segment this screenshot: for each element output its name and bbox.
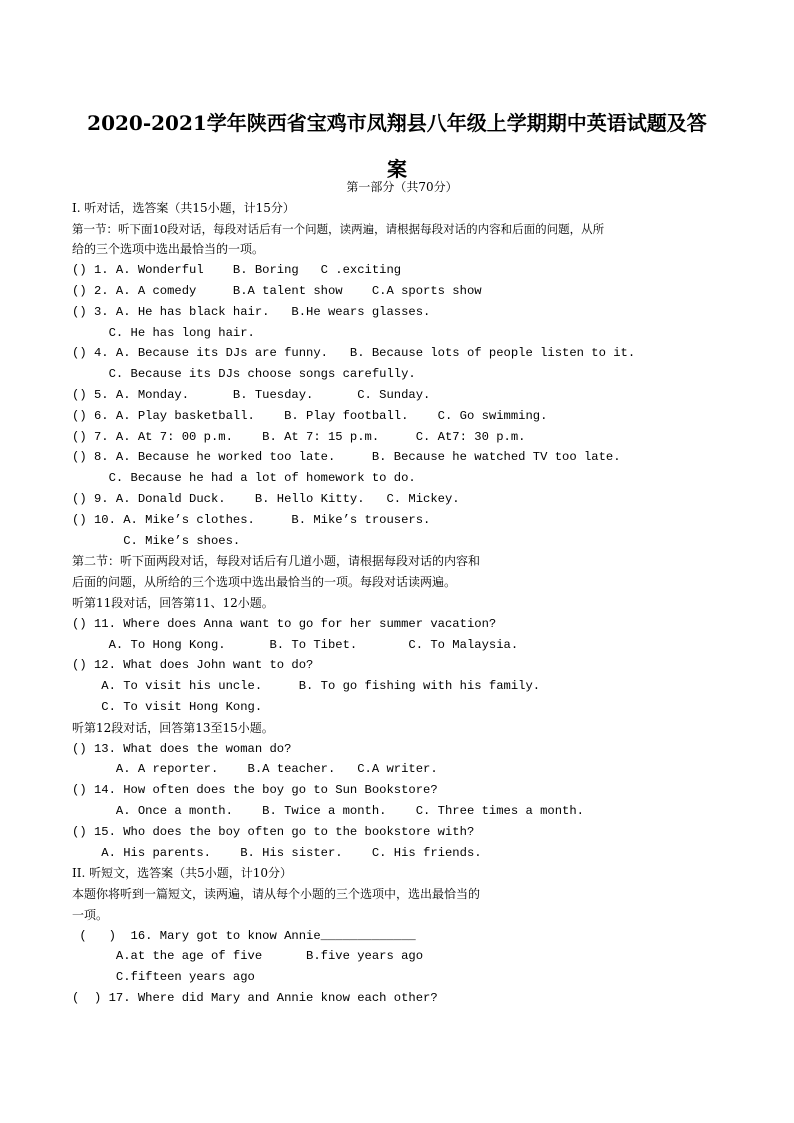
text-line: A. A reporter. B.A teacher. C.A writer. <box>72 762 438 777</box>
text-line: A. To visit his uncle. B. To go fishing with his family. <box>72 679 541 694</box>
text-line: I. 听对话，选答案（共15小题，计15分） <box>72 200 295 215</box>
text-line: 后面的问题，从所给的三个选项中选出最恰当的一项。每段对话读两遍。 <box>72 575 457 590</box>
text-line: () 6. A. Play basketball. B. Play football. C. Go swimming. <box>72 408 548 423</box>
text-line: () 5. A. Monday. B. Tuesday. C. Sunday. <box>72 387 431 402</box>
text-line: () 7. A. At 7: 00 p.m. B. At 7: 15 p.m. C. At7: 30 p.m. <box>72 429 526 444</box>
text-line: () 9. A. Donald Duck. B. Hello Kitty. C. Mickey. <box>72 491 460 506</box>
text-line: C. Because its DJs choose songs carefully. <box>72 367 416 382</box>
text-line: 听第11段对话，回答第11、12小题。 <box>72 595 274 610</box>
text-line: () 11. Where does Anna want to go for her summer vacation? <box>72 616 497 631</box>
text-line: () 14. How often does the boy go to Sun Bookstore? <box>72 783 438 798</box>
text-line: C.fifteen years ago <box>72 970 255 985</box>
text-line: 听第12段对话，回答第13至15小题。 <box>72 720 274 735</box>
text-line: ( ) 16. Mary got to know Annie_____________ <box>72 928 416 943</box>
text-line: () 10. A. Mike’s clothes. B. Mike’s trousers. <box>72 512 431 527</box>
text-line: () 4. A. Because its DJs are funny. B. Because lots of people listen to it. <box>72 346 636 361</box>
text-line: ( ) 17. Where did Mary and Annie know each other? <box>72 991 438 1006</box>
title-line-1: 2020-2021学年陕西省宝鸡市凤翔县八年级上学期期中英语试题及答 <box>87 111 707 135</box>
text-line: 第一节：听下面10段对话，每段对话后有一个问题，读两遍，请根据每段对话的内容和后面的问题，从所 <box>72 221 605 236</box>
text-line: () 2. A. A comedy B.A talent show C.A sports show <box>72 283 482 298</box>
text-line: () 1. A. Wonderful B. Boring C .exciting <box>72 263 402 278</box>
text-line: () 13. What does the woman do? <box>72 741 292 756</box>
text-line: () 3. A. He has black hair. B.He wears glasses. <box>72 304 431 319</box>
text-line: 给的三个选项中选出最恰当的一项。 <box>72 242 265 257</box>
text-line: 第一部分（共70分） <box>346 180 458 194</box>
text-line: () 8. A. Because he worked too late. B. Because he watched TV too late. <box>72 450 621 465</box>
text-line: C. He has long hair. <box>72 325 255 340</box>
text-line: A. To Hong Kong. B. To Tibet. C. To Malaysia. <box>72 637 519 652</box>
text-line: 第二节：听下面两段对话，每段对话后有几道小题，请根据每段对话的内容和 <box>72 554 481 569</box>
text-line: A. Once a month. B. Twice a month. C. Three times a month. <box>72 803 584 818</box>
text-line: C. To visit Hong Kong. <box>72 699 263 714</box>
text-line: () 15. Who does the boy often go to the bookstore with? <box>72 824 475 839</box>
title-line-2: 案 <box>387 157 407 181</box>
text-line: A.at the age of five B.five years ago <box>72 949 424 964</box>
text-line: II. 听短文，选答案（共5小题，计10分） <box>72 866 293 881</box>
text-line: 一项。 <box>72 907 109 922</box>
text-line: A. His parents. B. His sister. C. His friends. <box>72 845 482 860</box>
text-line: C. Because he had a lot of homework to do. <box>72 471 416 486</box>
text-line: C. Mike’s shoes. <box>72 533 241 548</box>
text-line: () 12. What does John want to do? <box>72 658 314 673</box>
document-body <box>72 177 732 1009</box>
text-line: 本题你将听到一篇短文，读两遍，请从每个小题的三个选项中，选出最恰当的 <box>72 887 481 902</box>
